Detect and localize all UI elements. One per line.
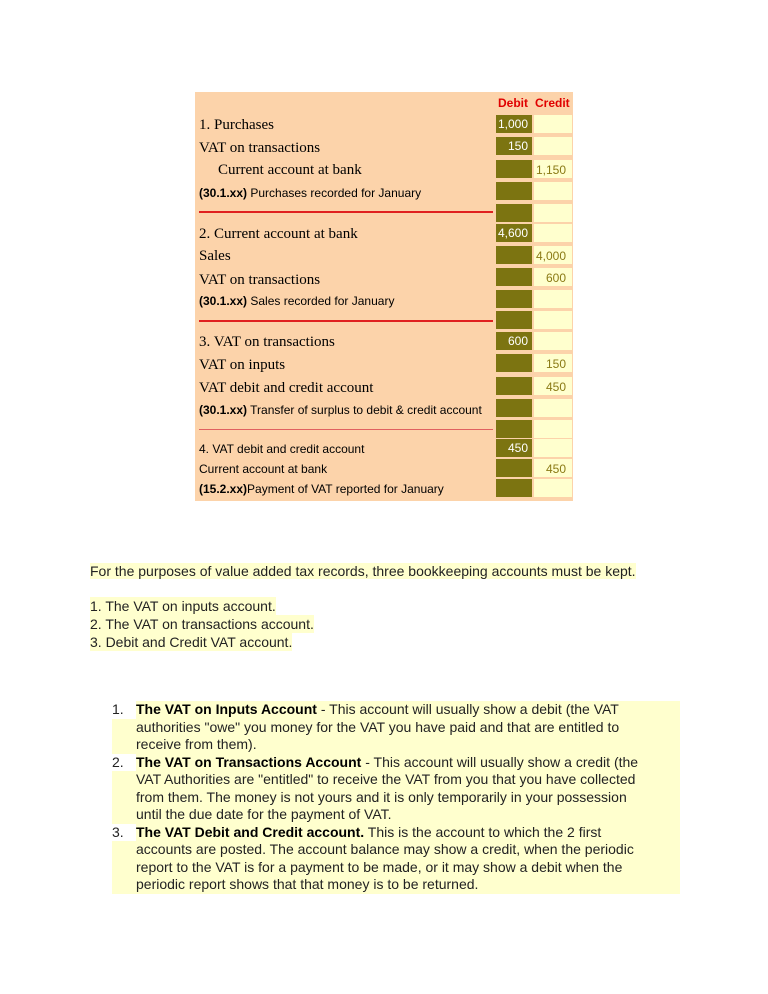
journal-entry-line: VAT debit and credit account [199,380,374,396]
account-details-list [112,701,680,894]
item-text: report to the VAT is for a payment to be made, or it may show a debit when the [136,858,623,875]
debit-cell [496,182,532,202]
account-detail-item [112,701,680,754]
debit-cell [496,377,532,397]
item-title: The VAT on Transactions Account [136,753,362,770]
intro-paragraph [90,563,636,579]
credit-cell: 450 [534,459,572,479]
item-text: - This account will usually show a debit (the VAT [316,701,619,717]
item-text: until the due date for the payment of VAT. [136,806,392,822]
item-text: This is the account to which the 2 first [364,823,602,840]
journal-entry-line: VAT on inputs [199,357,286,373]
accounts-list-item: 2. The VAT on transactions account. [90,616,314,632]
credit-cell [534,332,572,352]
credit-cell [534,224,572,244]
note-text: Payment of VAT reported for January [247,482,444,496]
journal-entry-note [199,294,394,308]
note-ref: (30.1.xx) [199,186,248,200]
journal-entry-line: Sales [199,248,231,264]
credit-cell: 4,000 [534,246,572,266]
note-text: Transfer of surplus to debit & credit account [247,403,482,417]
item-text: - This account will usually show a credit (the [361,753,639,770]
credit-cell: 150 [534,354,572,374]
credit-cell: 600 [534,268,572,288]
debit-cell [496,246,532,266]
credit-cell [534,311,572,331]
item-number: 3. [112,824,136,842]
debit-cell: 1,000 [496,115,532,135]
note-ref: (15.2.xx) [199,482,248,496]
debit-cell [496,311,532,331]
credit-cell: 1,150 [534,160,572,180]
credit-cell [534,439,572,459]
journal-entry-line: VAT on transactions [199,140,321,156]
item-text: authorities "owe" you money for the VAT you have paid and that are entitled to [136,718,620,735]
credit-cell [534,479,572,499]
debit-cell [496,399,532,419]
item-number: 1. [112,701,136,719]
journal-entry-line: 1. Purchases [199,117,274,133]
debit-cell: 4,600 [496,224,532,244]
journal-entry-line: 3. VAT on transactions [199,334,335,350]
entry-divider [199,320,493,322]
journal-entry-line: 2. Current account at bank [199,226,358,242]
item-title: The VAT Debit and Credit account. [136,823,365,840]
credit-cell [534,399,572,419]
item-text: receive from them). [136,736,257,752]
credit-cell [534,204,572,224]
accounts-list [90,597,314,651]
debit-cell [496,420,532,440]
note-ref: (30.1.xx) [199,403,248,417]
credit-cell [534,290,572,310]
debit-cell [496,290,532,310]
debit-cell [496,268,532,288]
item-text: from them. The money is not yours and it is only temporarily in your possession [136,788,627,805]
debit-cell [496,459,532,479]
credit-cell: 450 [534,377,572,397]
journal-entry-note [199,186,421,200]
debit-cell [496,479,532,499]
debit-header: Debit [498,96,528,110]
journal-entry-line: Current account at bank [199,462,328,476]
journal-entry-note [199,403,482,417]
entry-divider [199,211,493,213]
item-number: 2. [112,754,136,772]
debit-cell: 450 [496,439,532,459]
credit-cell [534,420,572,440]
credit-cell [534,115,572,135]
debit-cell [496,354,532,374]
item-text: periodic report shows that that money is to be returned. [136,876,479,892]
note-text: Sales recorded for January [247,294,395,308]
intro-text: For the purposes of value added tax records, three bookkeeping accounts must be kept. [90,563,636,579]
item-text: VAT Authorities are "entitled" to receive the VAT from you that you have collected [136,771,636,787]
credit-cell [534,182,572,202]
debit-cell [496,204,532,224]
journal-entry-line: VAT on transactions [199,272,321,288]
accounts-list-item: 3. Debit and Credit VAT account. [90,634,293,650]
journal-entry-note [199,482,444,496]
item-title: The VAT on Inputs Account [136,701,317,717]
accounts-list-item: 1. The VAT on inputs account. [90,598,276,614]
debit-cell: 150 [496,137,532,157]
debit-cell: 600 [496,332,532,352]
note-text: Purchases recorded for January [247,186,422,200]
credit-header: Credit [535,96,570,110]
journal-table [195,92,573,501]
credit-cell [534,137,572,157]
note-ref: (30.1.xx) [199,294,248,308]
account-detail-item [112,824,680,894]
journal-entry-line: Current account at bank [218,162,362,178]
item-text: accounts are posted. The account balance may show a credit, when the periodic [136,841,634,857]
entry-divider [199,429,493,430]
journal-entry-line: 4. VAT debit and credit account [199,442,365,456]
debit-cell [496,160,532,180]
account-detail-item [112,754,680,824]
